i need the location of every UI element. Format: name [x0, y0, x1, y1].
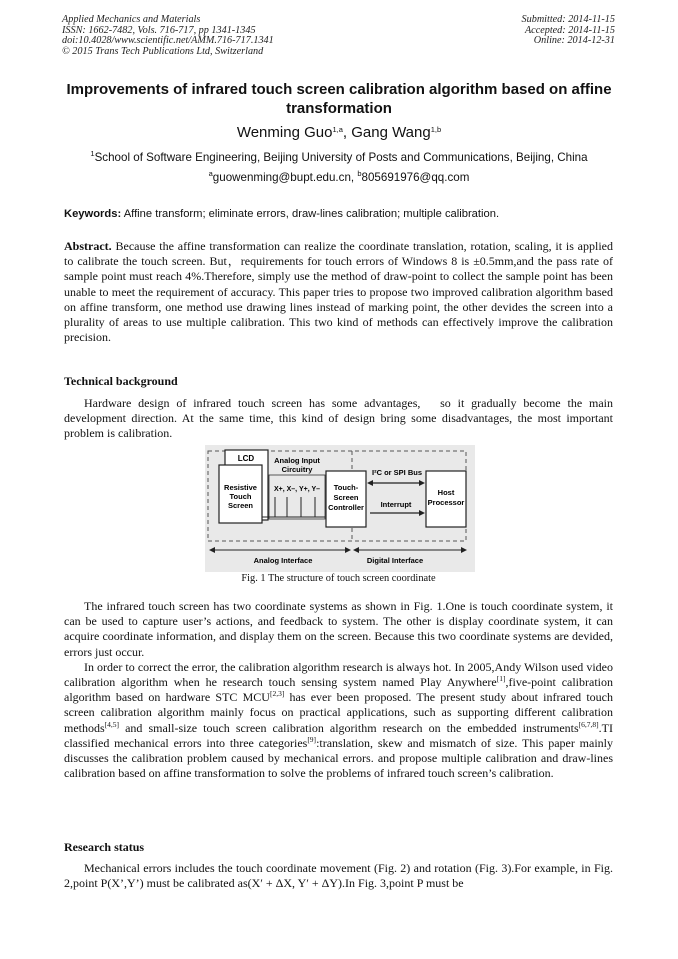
author-superscript: 1,b: [430, 125, 442, 134]
paragraph: [64, 660, 613, 782]
section-heading: Technical background: [64, 374, 178, 388]
keywords: [64, 207, 614, 221]
submitted-date: Submitted: 2014-11-15: [521, 14, 615, 25]
text-run: and small-size touch screen calibration algorithm research on the embedded instruments: [119, 720, 579, 735]
affiliation: [60, 151, 618, 165]
email-link[interactable]: 805691976@qq.com: [361, 171, 470, 184]
author-name: Wenming Guo: [236, 124, 333, 141]
text-run: ,five-point calibration algorithm based on hardware STC MCU: [64, 675, 613, 705]
text-run: .TI classified mechanical errors into three categories: [64, 720, 613, 750]
keywords-label: Keywords:: [64, 208, 122, 220]
text-run: :translation, skew and mismatch of size. This paper mainly discusses the calibration problem caused by mechanical errors. and propose multiple calibration and draw-lines calibration based on affine transformation to solve the problems of infrared touch screen’s calibration.: [64, 735, 613, 781]
email-line: [60, 171, 618, 185]
figure-1: [205, 445, 475, 572]
citation[interactable]: [9]: [307, 734, 317, 744]
controller-label-3: Controller: [328, 503, 364, 512]
abstract-text: Because the affine transformation can realize the coordinate translation, rotation, scaling, it is applied to calibrate the touch screen. But，requirements for touch errors of Windows 8 is ±0.5mm,and the pass rate of sample point must reach 4%.Therefore, simply use the method of draw-point to collect the sample point has been unable to meet the requirement of accuracy. This paper tries to propose two improved calibration algorithm based on affine transform, one method use drawing lines instead of marking point, the other devides the screen into a plurality of areas to use multiple calibration. This two kind of methods can effectively improve the calibration precision.: [64, 239, 614, 345]
arrow-head: [209, 547, 215, 553]
interrupt-arrow-head: [419, 510, 425, 516]
citation[interactable]: [6,7,8]: [578, 719, 599, 729]
bus-label: I²C or SPI Bus: [371, 468, 423, 477]
email-superscript: a: [208, 169, 213, 178]
copyright-line: © 2015 Trans Tech Publications Ltd, Switzerland: [62, 45, 264, 57]
figure-caption: Fig. 1 The structure of touch screen coordinate: [241, 573, 436, 584]
email-separator: ,: [350, 171, 358, 184]
arrow-head: [345, 547, 351, 553]
text-run: In order to correct the error, the calibration algorithm research is always hot. In 2005,Andy Wilson used video calibration algorithm when he research touch sensing system named Play Anywhere: [64, 659, 613, 690]
controller-label-2: Screen: [333, 493, 359, 502]
keywords-text: Affine transform; eliminate errors, draw-lines calibration; multiple calibration.: [123, 208, 500, 220]
controller-label-1: Touch-: [333, 483, 359, 492]
abstract: [64, 239, 613, 345]
analog-input-label-1: Analog Input: [274, 456, 320, 465]
journal-info: [62, 15, 274, 57]
resistive-label-2: Touch: [229, 492, 252, 501]
resistive-label-1: Resistive: [224, 483, 257, 492]
paragraph: Hardware design of infrared touch screen has some advantages, so it gradually become the main development direction. At the same time, this kind of design bring some disadvantages, the most important problem is calibration.: [64, 396, 613, 441]
paragraph: The infrared touch screen has two coordinate systems as shown in Fig. 1.One is touch coordinate system, it can be used to capture user’s actions, and feedback to system. The other is display coordinate system, it can acquire coordinate information, and display them on the screen. Because this two coordinate systems are devided, errors just occur.: [64, 599, 613, 659]
author-separator: ,: [342, 124, 352, 141]
author-line: [60, 124, 618, 142]
section-body: [64, 599, 613, 781]
arrow-head: [353, 547, 359, 553]
arrow-head: [461, 547, 467, 553]
signals-label: X+, X–, Y+, Y–: [273, 486, 321, 493]
paper-title: Improvements of infrared touch screen calibration algorithm based on affine transformation: [66, 81, 612, 117]
host-label-1: Host: [437, 488, 455, 497]
touch-screen-structure-diagram: [205, 445, 475, 572]
citation[interactable]: [1]: [496, 674, 506, 684]
analog-interface-label: Analog Interface: [253, 556, 313, 565]
author-superscript: 1,a: [332, 125, 343, 134]
citation[interactable]: [4,5]: [104, 719, 120, 729]
abstract-label: Abstract.: [64, 239, 112, 253]
text-run: has ever been proposed. The present study about infrared touch screen calibration algorithm mainly focus on practical applications, such as supporting different calibration methods: [64, 690, 614, 735]
section-heading: Research status: [64, 840, 145, 854]
online-date: Online: 2014-12-31: [533, 35, 615, 47]
dates-info: [522, 15, 615, 47]
bus-arrow-head-right: [419, 480, 425, 486]
accepted-date: Accepted: 2014-11-15: [524, 24, 615, 36]
issn-line: ISSN: 1662-7482, Vols. 716-717, pp 1341-1345: [62, 24, 256, 36]
email-link[interactable]: guowenming@bupt.edu.cn: [212, 171, 351, 184]
paragraph: Mechanical errors includes the touch coordinate movement (Fig. 2) and rotation (Fig. 3).For example, in Fig. 2,point P(X’,Y’) must be calibrated as(X′ + ΔX, Y′ + ΔY).In Fig. 3,point P must be: [64, 861, 613, 891]
citation[interactable]: [2,3]: [269, 689, 285, 699]
lcd-label: LCD: [237, 454, 255, 463]
affiliation-text: School of Software Engineering, Beijing University of Posts and Communications, Beijing, China: [94, 151, 588, 164]
digital-interface-label: Digital Interface: [366, 556, 424, 565]
journal-name: Applied Mechanics and Materials: [62, 14, 201, 25]
resistive-label-3: Screen: [227, 501, 254, 510]
analog-input-box: [269, 475, 325, 519]
interrupt-label: Interrupt: [380, 500, 412, 509]
author-name: Gang Wang: [351, 124, 431, 141]
email-superscript: b: [357, 169, 362, 178]
doi-line: doi:10.4028/www.scientific.net/AMM.716-717.1341: [62, 35, 274, 47]
host-label-2: Processor: [427, 498, 465, 507]
section-body: [64, 396, 613, 442]
bus-arrow-head-left: [367, 480, 373, 486]
section-body: [64, 861, 613, 891]
affiliation-superscript: 1: [90, 149, 95, 158]
analog-input-label-2: Circuitry: [281, 465, 313, 474]
